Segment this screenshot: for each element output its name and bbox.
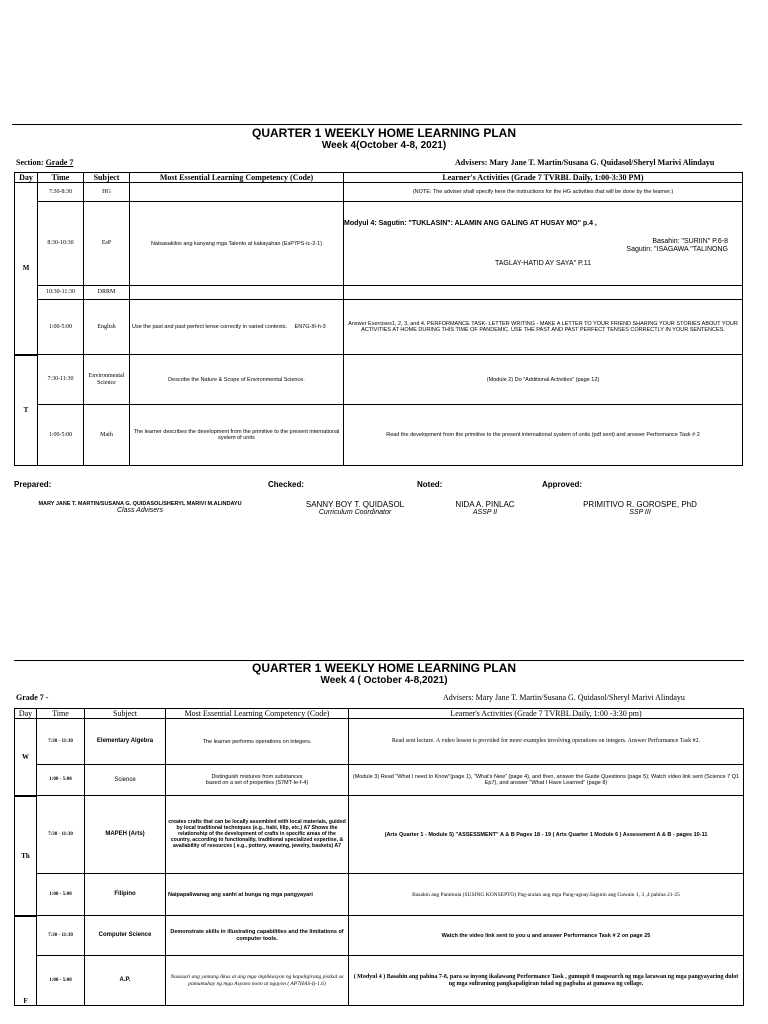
table-row	[15, 719, 744, 765]
signature-name: SANNY BOY T. QUIDASOL	[305, 500, 405, 509]
table-row	[15, 796, 744, 874]
plan2-header-row	[15, 709, 744, 719]
melc-cell	[130, 300, 344, 355]
activity-cell: (Arts Quarter 1 - Module 5) "ASSESSMENT" A & B Pages 18 - 19 ( Arts Quarter 1 Module 6 ) Assessment A & B - pages 10-11	[349, 796, 744, 874]
activity-line: Modyul 4: Sagutin: "TUKLASIN": ALAMIN ANG GALING AT HUSAY MO" p.4 ,	[344, 219, 597, 227]
activity-line: Basahin: "SURIIN" P.6-8	[652, 237, 728, 245]
prepared-label: Prepared:	[14, 480, 52, 489]
time-cell: 7:30 - 11:30	[37, 916, 85, 956]
plan2-title: QUARTER 1 WEEKLY HOME LEARNING PLAN	[251, 661, 517, 675]
col-time: Time	[38, 173, 84, 183]
subject-cell: EsP	[84, 202, 130, 286]
table-row	[15, 300, 743, 355]
melc-cell: The learner describes the development from the primitive to the present international system of units	[130, 405, 344, 466]
time-cell: 7:30 - 11:30	[37, 719, 85, 765]
plan2-grade: Grade 7 -	[16, 693, 49, 702]
signature-name: NIDA A. PINLAC	[455, 500, 515, 509]
activity-cell	[344, 202, 743, 286]
col-melc: Most Essential Learning Competency (Code)	[166, 709, 349, 719]
day-cell: T	[15, 355, 38, 466]
activity-cell: Read sent lecture. A video lesson is provided for more examples involving operations on integers. Answer Performance Task #2.	[349, 719, 744, 765]
melc-cell: Naipapaliwanag ang sanhi at bunga ng mga pangyayari	[166, 874, 349, 916]
time-cell: 10:30-11:30	[38, 286, 84, 300]
time-cell: 1:00 - 5:00	[37, 874, 85, 916]
activity-cell	[344, 286, 743, 300]
subject-cell: Science	[85, 765, 166, 796]
time-cell: 7:30-11:30	[38, 355, 84, 405]
signature-name: MARY JANE T. MARTIN/SUSANA G. QUIDASOL/SHERYL MARIVI M.ALINDAYU	[38, 501, 242, 507]
activity-cell: Watch the video link sent to you u and answer Performance Task # 2 on page 25	[349, 916, 744, 956]
signature-prepared	[20, 501, 260, 514]
plan1-week: Week 4(October 4-8, 2021)	[321, 140, 447, 151]
subject-cell: English	[84, 300, 130, 355]
melc-cell: Naisasakilos ang kanyang mga Talento at kakayahan (EsP7PS-Ic-2-1)	[130, 202, 344, 286]
time-cell: 1:00 - 5:00	[37, 956, 85, 1006]
signature-role: SSP III	[629, 509, 651, 516]
time-cell: 7:30 - 11:30	[37, 796, 85, 874]
activity-cell: Read the development from the primitive to the present international system of units (pdf sent) and answer Performance Task # 2	[344, 405, 743, 466]
plan1-section	[16, 158, 73, 167]
melc-cell: creates crafts that can be locally assembled with local materials, guided by local traditional techniques (e.g., habi, lilip, etc.) A7 Shows the relationship of the development of crafts in specific areas of the country, according to functionality, traditional specialized expertise, & availability of resources ( e.g., pottery, weaving, jewelry, baskets) A7	[166, 796, 349, 874]
melc-line: Distinguish mixtures from substances	[211, 773, 303, 780]
col-time: Time	[37, 709, 85, 719]
subject-cell: Filipino	[85, 874, 166, 916]
subject-cell: Environmental Science	[84, 355, 130, 405]
melc-cell: Describe the Nature & Scope of Environmental Science.	[130, 355, 344, 405]
table-row	[15, 183, 743, 202]
col-subject: Subject	[84, 173, 130, 183]
section-value: Grade 7	[45, 158, 74, 167]
checked-label: Checked:	[268, 480, 305, 489]
time-cell: 8:30-10:30	[38, 202, 84, 286]
table-row	[15, 202, 743, 286]
subject-cell: HG	[84, 183, 130, 202]
noted-label: Noted:	[417, 480, 443, 489]
table-row	[15, 956, 744, 1006]
plan1-title: QUARTER 1 WEEKLY HOME LEARNING PLAN	[251, 126, 517, 140]
table-row	[15, 405, 743, 466]
signature-role: Curriculum Coordinator	[318, 509, 392, 516]
table-row	[15, 916, 744, 956]
col-melc: Most Essential Learning Competency (Code)	[130, 173, 344, 183]
subject-cell: DRRM	[84, 286, 130, 300]
time-cell: 1:00 - 5:00	[37, 765, 85, 796]
day-cell: Th	[15, 796, 37, 916]
col-activities: Learner's Activities (Grade 7 TVRBL Daily, 1:00-3:30 PM)	[344, 173, 743, 183]
melc-cell: Nasusuri ang yamang likas at ang mga implikasyon ng kapaligirang pisikal sa pamumuhay ng mga Asyano noon at ngayon ( AP7HAS-Ij-1.6)	[166, 956, 349, 1006]
signature-name: PRIMITIVO R. GOROSPE, PhD	[583, 500, 697, 509]
plan2-week: Week 4 ( October 4-8,2021)	[320, 675, 448, 686]
table-row	[15, 355, 743, 405]
day-cell: M	[15, 183, 38, 355]
plan1-advisers: Advisers: Mary Jane T. Martin/Susana G. Quidasol/Sheryl Marivi Alindayu	[455, 158, 715, 167]
table-row	[15, 874, 744, 916]
plan1-header-row	[15, 173, 743, 183]
signature-noted	[430, 500, 540, 516]
plan2-advisers: Advisers: Mary Jane T. Martin/Susana G. Quidasol/Sheryl Marivi Alindayu	[443, 693, 685, 702]
plan2-table	[14, 708, 744, 1006]
melc-cell	[130, 183, 344, 202]
signature-approved	[565, 500, 715, 516]
col-day: Day	[15, 173, 38, 183]
activity-cell: (NOTE: The adviser shall specify here the instructions for the HG activities that will be done by the learner.)	[344, 183, 743, 202]
subject-cell: Elementary Algebra	[85, 719, 166, 765]
activity-cell: (Module 2) Do "Additional Activities" (page 12)	[344, 355, 743, 405]
subject-cell: A.P.	[85, 956, 166, 1006]
melc-cell	[130, 286, 344, 300]
day-cell: W	[15, 719, 37, 796]
time-cell: 7:30-8:30	[38, 183, 84, 202]
activity-cell: (Module 3) Read "What I need to Know"(page 1), "What's New" (page 4), and then, answer the Guide Questions (page 5); Watch video link sent (Science 7 Q1 Ep7), and answer "What I Have Learned" (page 8)	[349, 765, 744, 796]
section-label: Section:	[16, 158, 44, 167]
approved-label: Approved:	[542, 480, 582, 489]
melc-cell: Demonstrate skills in illustrating capabilities and the limitations of computer tools.	[166, 916, 349, 956]
col-day: Day	[15, 709, 37, 719]
col-subject: Subject	[85, 709, 166, 719]
plan1-table	[14, 172, 743, 466]
activity-line: Sagutin: "ISAGAWA "TALINONG	[626, 245, 728, 253]
signature-role: Class Advisers	[116, 507, 164, 514]
activity-cell: Basahin ang Panimula (SUSING KONSEPTO) Pag-aralan ang mga Pang-ugnay.Sagutin ang Gawain 1, 3 ,4 pahina 21-25	[349, 874, 744, 916]
top-rule	[12, 124, 742, 125]
time-cell: 1:00-5:00	[38, 300, 84, 355]
signature-checked	[285, 500, 425, 516]
subject-cell: Math	[84, 405, 130, 466]
signature-role: ASSP II	[472, 509, 498, 516]
activity-cell: ( Modyul 4 ) Basahin ang pahina 7-8, para sa inyong ikalawang Performance Task , gumupit 0 magsearch ng mga larawan ng mga pangyayaring dulot ng mga suliraning pangkapaligiran tulad ng pagbaha at gumawa ng collage.	[349, 956, 744, 1006]
activity-line: TAGLAY-HATID AY SAYA" P.11	[495, 259, 591, 267]
activity-cell: Answer Exercises1, 2, 3, and 4. PERFORMANCE TASK- LETTER WRITING - MAKE A LETTER TO YOUR FRIEND SHARING YOUR STORIES ABOUT YOUR ACTIVITIES AT HOME DURING THIS TIME OF PANDEMIC. USE THE PAST AND PAST PERFECT TENSES CORRECTLY IN YOUR SENTENCES.	[344, 300, 743, 355]
col-activities: Learner's Activities (Grade 7 TVRBL Daily, 1:00 -3:30 pm)	[349, 709, 744, 719]
melc-cell: The learner performs operations on integers.	[166, 719, 349, 765]
day-cell: F	[15, 916, 37, 1006]
melc-code: EN7G-III-h-3	[294, 324, 326, 331]
melc-text: Use the past and past perfect tense correctly in varied contexts.	[132, 324, 287, 331]
subject-cell: Computer Science	[85, 916, 166, 956]
table-row	[15, 765, 744, 796]
time-cell: 1:00-5:00	[38, 405, 84, 466]
melc-cell	[166, 765, 349, 796]
melc-line: based on a set of properties (S7MT-Ie-f-4)	[205, 780, 309, 787]
table-row	[15, 286, 743, 300]
subject-cell: MAPEH (Arts)	[85, 796, 166, 874]
